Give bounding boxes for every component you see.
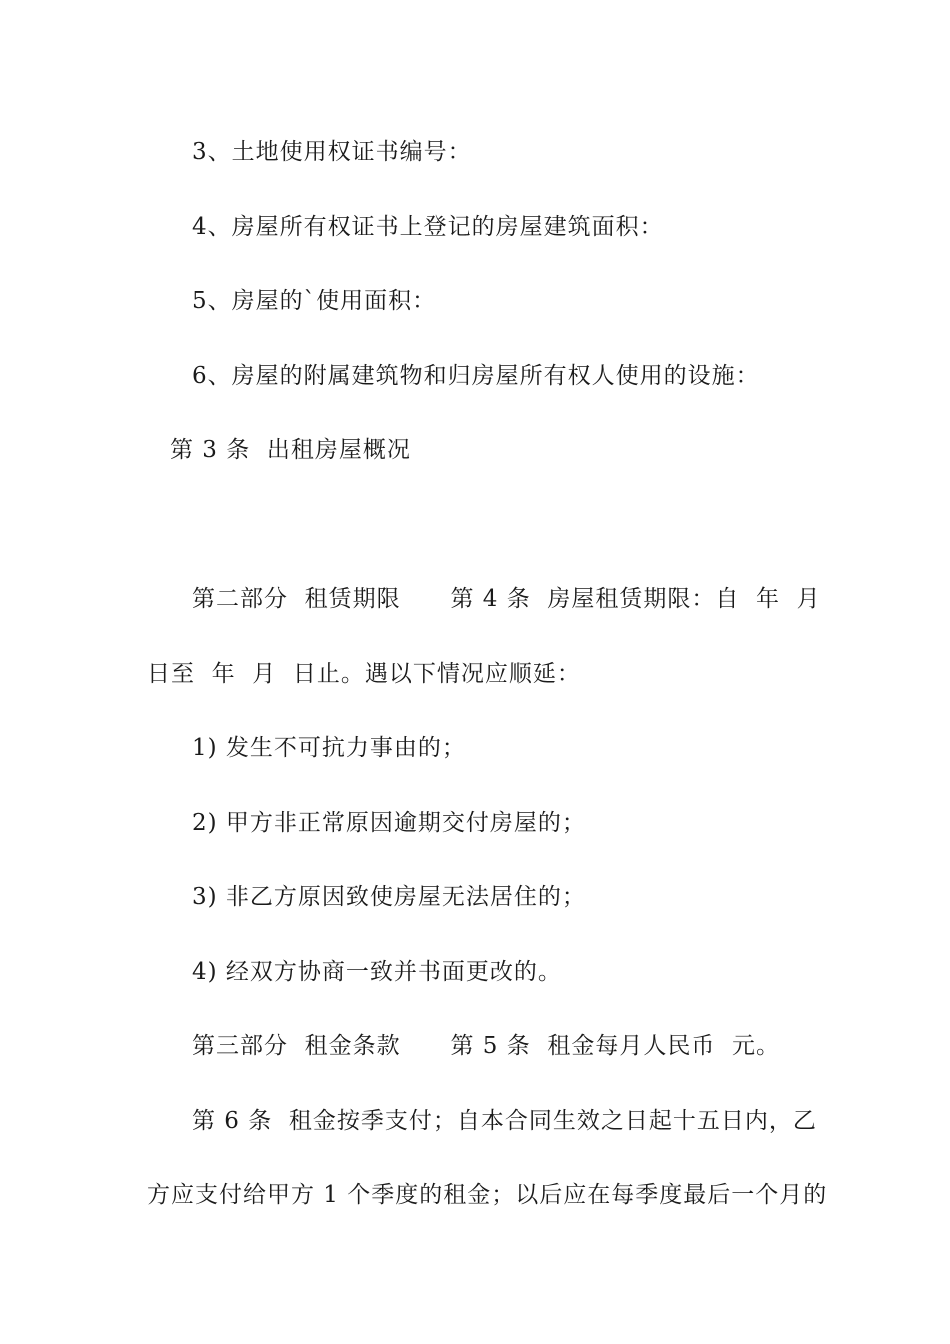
heading-article-3: 第 3 条 出租房屋概况 [170, 437, 411, 463]
list-item-uninhabitable: 3) 非乙方原因致使房屋无法居住的； [192, 884, 586, 910]
paragraph-part-2-lease-term: 第二部分 租赁期限 第 4 条 房屋租赁期限：自 年 月 [192, 586, 821, 612]
list-item-force-majeure: 1) 发生不可抗力事由的； [192, 735, 466, 761]
paragraph-land-certificate-number: 3、土地使用权证书编号： [192, 139, 472, 165]
list-item-late-delivery: 2) 甲方非正常原因逾期交付房屋的； [192, 810, 586, 836]
list-item-mutual-agreement: 4) 经双方协商一致并书面更改的。 [192, 959, 562, 985]
paragraph-article-6-continued: 方应支付给甲方 1 个季度的租金；以后应在每季度最后一个月的 [147, 1182, 828, 1208]
paragraph-article-6-payment: 第 6 条 租金按季支付；自本合同生效之日起十五日内，乙 [192, 1108, 817, 1134]
paragraph-ancillary-facilities: 6、房屋的附属建筑物和归房屋所有权人使用的设施： [192, 363, 760, 389]
paragraph-lease-term-continued: 日至 年 月 日止。遇以下情况应顺延： [147, 661, 581, 687]
paragraph-registered-building-area: 4、房屋所有权证书上登记的房屋建筑面积： [192, 214, 664, 240]
paragraph-usable-area: 5、房屋的`使用面积： [192, 288, 437, 314]
paragraph-part-3-rent-terms: 第三部分 租金条款 第 5 条 租金每月人民币 元。 [192, 1033, 780, 1059]
